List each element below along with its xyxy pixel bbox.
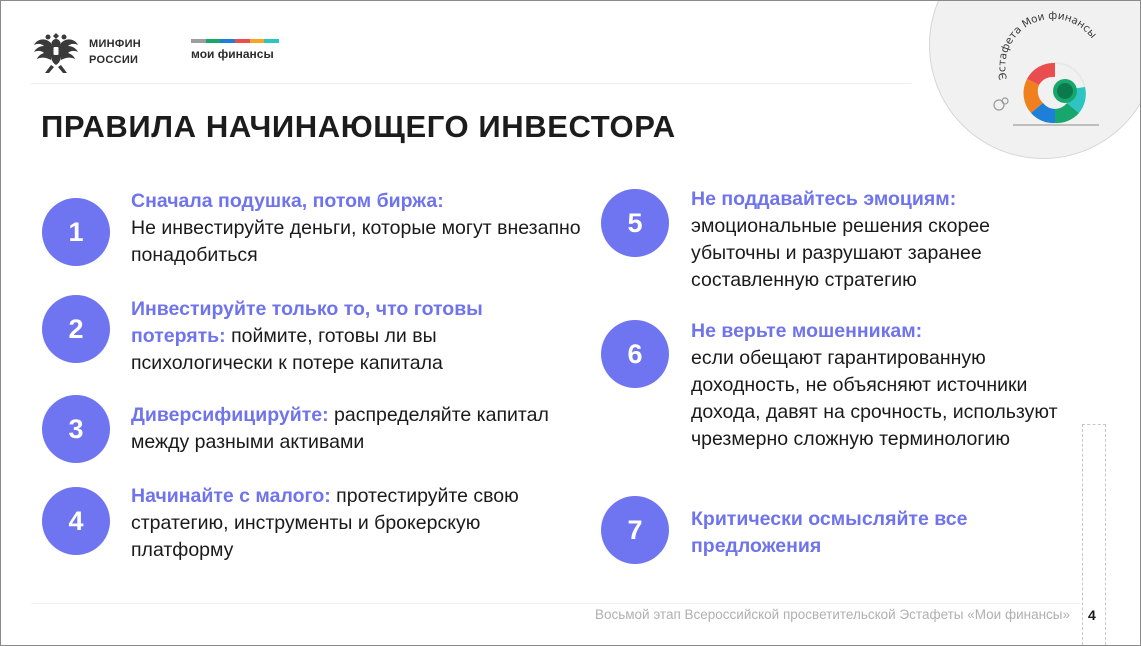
minfin-line2: РОССИИ bbox=[89, 54, 139, 66]
brand-stripe-5 bbox=[250, 39, 265, 43]
rule-1 bbox=[131, 188, 581, 269]
rule-7-heading: Критически осмысляйте все предложения bbox=[691, 508, 968, 557]
double-headed-eagle-icon bbox=[31, 27, 81, 77]
brand-stripe-3 bbox=[220, 39, 235, 43]
rule-number-2: 2 bbox=[42, 295, 110, 363]
moi-finansy-logo bbox=[191, 39, 279, 61]
rule-number-3: 3 bbox=[42, 395, 110, 463]
rule-1-text: Не инвестируйте деньги, которые могут внезапно понадобиться bbox=[131, 217, 581, 266]
rule-number-7: 7 bbox=[601, 496, 669, 564]
header-divider bbox=[31, 83, 911, 84]
estafeta-emblem-icon bbox=[979, 9, 1119, 139]
rule-number-5: 5 bbox=[601, 189, 669, 257]
brand-stripe-4 bbox=[235, 39, 250, 43]
moi-finansy-label: мои финансы bbox=[191, 47, 274, 61]
rule-4-text: протестируйте свою стратегию, инструменты и брокерскую платформу bbox=[131, 485, 519, 561]
rule-2-text: поймите, готовы ли вы психологически к потере капитала bbox=[131, 325, 443, 374]
rule-5 bbox=[691, 186, 1061, 294]
rule-5-text: эмоциональные решения скорее убыточны и разрушают заранее составленную стратегию bbox=[691, 215, 991, 291]
brand-stripe-2 bbox=[206, 39, 221, 43]
rule-3 bbox=[131, 402, 551, 456]
rule-1-heading: Сначала подушка, потом биржа: bbox=[131, 190, 444, 212]
page-title: ПРАВИЛА НАЧИНАЮЩЕГО ИНВЕСТОРА bbox=[41, 109, 676, 144]
rule-number-6: 6 bbox=[601, 320, 669, 388]
brand-stripe-6 bbox=[264, 39, 279, 43]
rule-6-heading: Не верьте мошенникам: bbox=[691, 320, 923, 342]
rule-6 bbox=[691, 318, 1081, 453]
emblem-text: Эстафета Мои финансы bbox=[996, 9, 1099, 81]
rule-4 bbox=[131, 483, 586, 564]
rule-7 bbox=[691, 506, 1031, 560]
brand-stripes bbox=[191, 39, 279, 43]
rule-4-heading: Начинайте с малого: bbox=[131, 485, 331, 507]
rule-number-1: 1 bbox=[42, 198, 110, 266]
footer-text: Восьмой этап Всероссийской просветительской Эстафеты «Мои финансы» bbox=[594, 607, 1070, 622]
rule-2 bbox=[131, 296, 551, 377]
rule-5-heading: Не поддавайтесь эмоциям: bbox=[691, 188, 957, 210]
page-number: 4 bbox=[1088, 607, 1096, 623]
minfin-logo bbox=[31, 27, 141, 77]
rule-6-text: если обещают гарантированную доходность, не объясняют источники дохода, давят на срочность, используют чрезмерно сложную терминологию bbox=[691, 347, 1058, 450]
minfin-line1: МИНФИН bbox=[89, 38, 142, 50]
rule-3-text: распределяйте капитал между разными активами bbox=[131, 404, 549, 453]
footer-divider bbox=[31, 603, 1081, 604]
rule-2-heading: Инвестируйте только то, что готовы потерять: bbox=[131, 298, 483, 347]
brand-stripe-1 bbox=[191, 39, 206, 43]
rule-number-4: 4 bbox=[42, 487, 110, 555]
rule-3-heading: Диверсифицируйте: bbox=[131, 404, 329, 426]
